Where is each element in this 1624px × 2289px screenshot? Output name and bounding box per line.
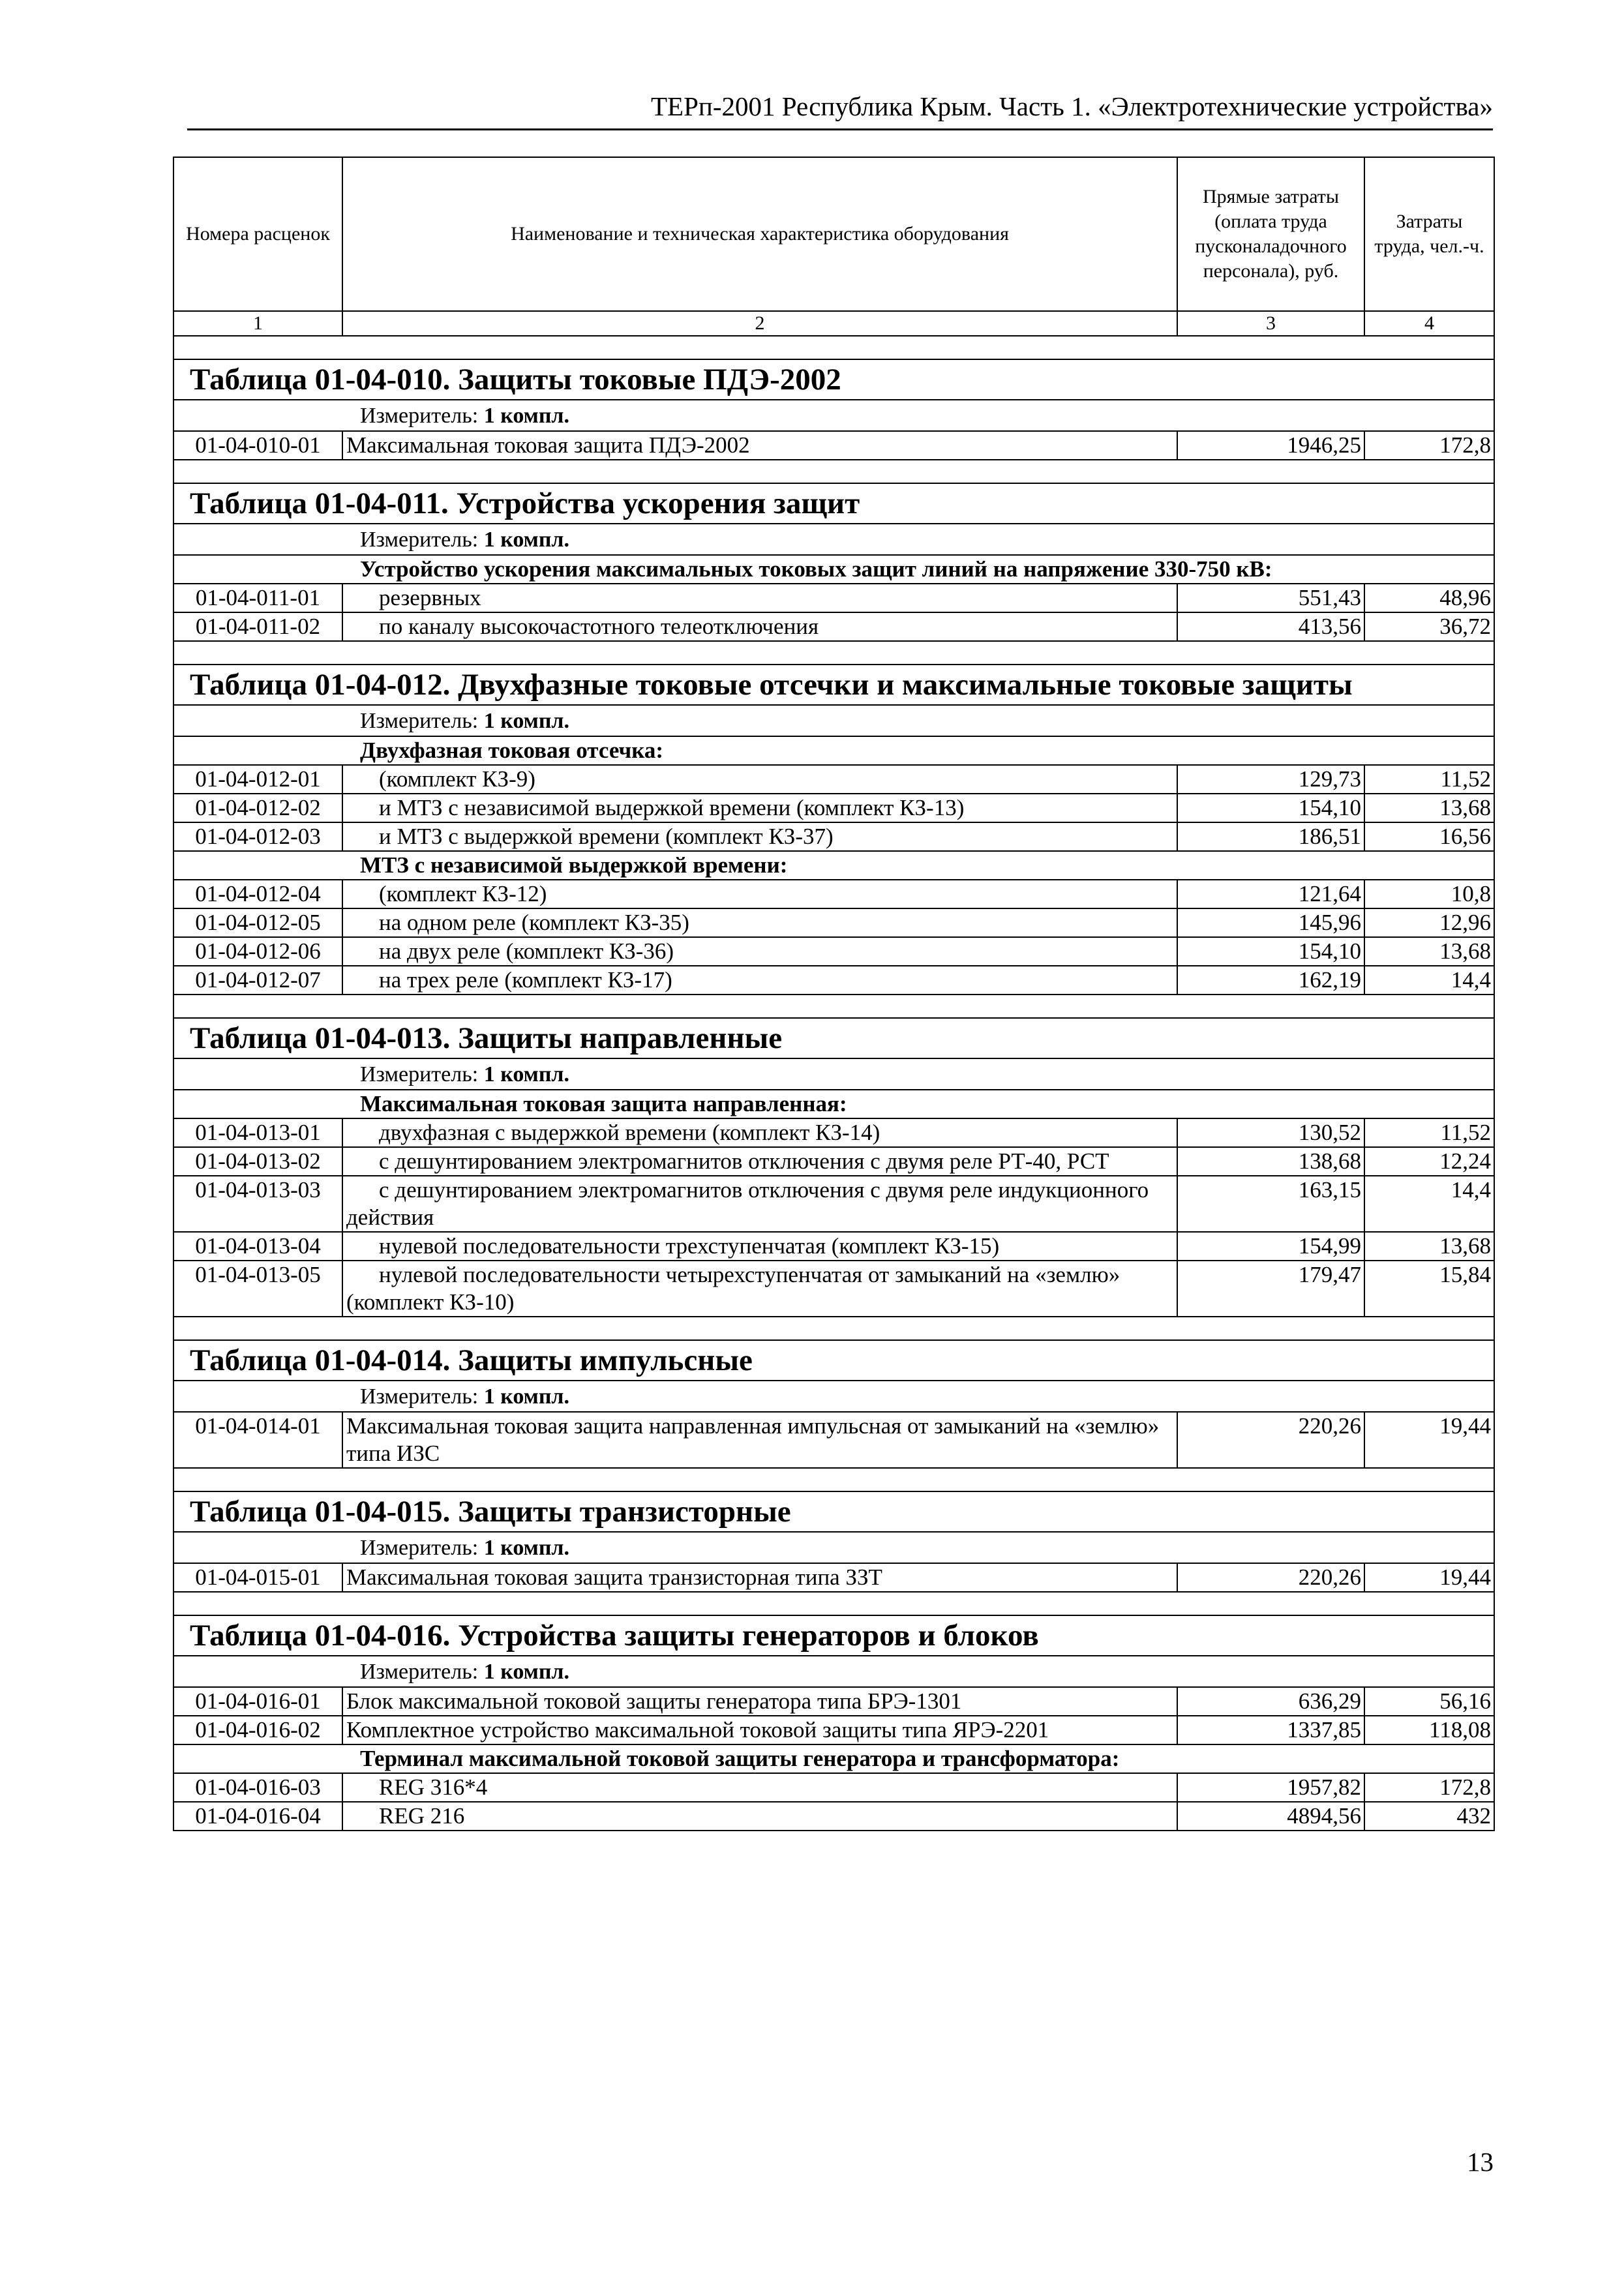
direct-cost: 551,43 bbox=[1177, 584, 1364, 612]
rate-code: 01-04-010-01 bbox=[173, 431, 342, 460]
table-row bbox=[173, 880, 1494, 908]
measure-cell bbox=[173, 524, 1494, 555]
section-title-row bbox=[173, 1018, 1494, 1058]
labor-cost: 19,44 bbox=[1364, 1563, 1494, 1592]
equipment-name: резервных bbox=[342, 584, 1177, 612]
measure-label: Измеритель: bbox=[360, 404, 479, 428]
table-row bbox=[173, 966, 1494, 995]
measure-cell bbox=[173, 1058, 1494, 1090]
spacer-cell bbox=[173, 1468, 1494, 1491]
table-row bbox=[173, 822, 1494, 851]
equipment-name: Максимальная токовая защита направленная импульсная от замыканий на «землю» типа ИЗС bbox=[342, 1412, 1177, 1468]
group-heading: Максимальная токовая защита направленная: bbox=[173, 1090, 1494, 1118]
table-row bbox=[173, 431, 1494, 460]
section-title-row bbox=[173, 1491, 1494, 1532]
measure-label: Измеритель: bbox=[360, 709, 479, 733]
direct-cost: 220,26 bbox=[1177, 1412, 1364, 1468]
labor-cost: 15,84 bbox=[1364, 1261, 1494, 1317]
measure-row bbox=[173, 1656, 1494, 1687]
equipment-name: нулевой последовательности четырехступенчатая от замыканий на «землю» (комплект КЗ-10) bbox=[342, 1261, 1177, 1317]
direct-cost: 130,52 bbox=[1177, 1118, 1364, 1147]
rate-code: 01-04-016-04 bbox=[173, 1802, 342, 1831]
table-body bbox=[173, 336, 1494, 1831]
section-title-row bbox=[173, 1615, 1494, 1656]
spacer-cell bbox=[173, 641, 1494, 665]
equipment-name: Максимальная токовая защита ПДЭ-2002 bbox=[342, 431, 1177, 460]
labor-cost: 19,44 bbox=[1364, 1412, 1494, 1468]
labor-cost: 14,4 bbox=[1364, 966, 1494, 995]
section-title: Таблица 01-04-010. Защиты токовые ПДЭ-2002 bbox=[173, 359, 1494, 400]
table-row bbox=[173, 937, 1494, 966]
rate-code: 01-04-011-02 bbox=[173, 612, 342, 641]
rate-code: 01-04-012-07 bbox=[173, 966, 342, 995]
table-row bbox=[173, 794, 1494, 822]
direct-cost: 162,19 bbox=[1177, 966, 1364, 995]
direct-cost: 138,68 bbox=[1177, 1147, 1364, 1176]
section-title: Таблица 01-04-016. Устройства защиты генераторов и блоков bbox=[173, 1615, 1494, 1656]
col-cost-caption: Прямые затраты (оплата труда пусконаладочного персонала), руб. bbox=[1177, 157, 1364, 311]
section-spacer bbox=[173, 336, 1494, 359]
table-row bbox=[173, 1147, 1494, 1176]
equipment-name: с дешунтированием электромагнитов отключения с двумя реле индукционного действия bbox=[342, 1176, 1177, 1232]
direct-cost: 1946,25 bbox=[1177, 431, 1364, 460]
equipment-name: двухфазная с выдержкой времени (комплект КЗ-14) bbox=[342, 1118, 1177, 1147]
labor-cost: 56,16 bbox=[1364, 1687, 1494, 1716]
measure-cell bbox=[173, 1656, 1494, 1687]
labor-cost: 13,68 bbox=[1364, 1232, 1494, 1261]
measure-value: 1 компл. bbox=[483, 1660, 570, 1684]
direct-cost: 220,26 bbox=[1177, 1563, 1364, 1592]
measure-value: 1 компл. bbox=[483, 404, 570, 428]
measure-value: 1 компл. bbox=[483, 1536, 570, 1560]
rate-code: 01-04-013-01 bbox=[173, 1118, 342, 1147]
direct-cost: 121,64 bbox=[1177, 880, 1364, 908]
measure-value: 1 компл. bbox=[483, 1062, 570, 1086]
direct-cost: 163,15 bbox=[1177, 1176, 1364, 1232]
rate-code: 01-04-013-02 bbox=[173, 1147, 342, 1176]
rate-code: 01-04-015-01 bbox=[173, 1563, 342, 1592]
equipment-name: на двух реле (комплект КЗ-36) bbox=[342, 937, 1177, 966]
running-header: ТЕРп-2001 Республика Крым. Часть 1. «Электротехнические устройства» bbox=[651, 91, 1493, 121]
direct-cost: 154,10 bbox=[1177, 937, 1364, 966]
labor-cost: 36,72 bbox=[1364, 612, 1494, 641]
measure-row bbox=[173, 1532, 1494, 1563]
labor-cost: 12,96 bbox=[1364, 908, 1494, 937]
direct-cost: 154,99 bbox=[1177, 1232, 1364, 1261]
price-table bbox=[173, 157, 1495, 1831]
rate-code: 01-04-016-01 bbox=[173, 1687, 342, 1716]
equipment-name: Комплектное устройство максимальной токовой защиты типа ЯРЭ-2201 bbox=[342, 1716, 1177, 1744]
section-spacer bbox=[173, 995, 1494, 1018]
equipment-name: (комплект КЗ-9) bbox=[342, 765, 1177, 794]
measure-row bbox=[173, 524, 1494, 555]
section-title-row bbox=[173, 359, 1494, 400]
table-row bbox=[173, 1802, 1494, 1831]
group-heading-row bbox=[173, 736, 1494, 765]
labor-cost: 13,68 bbox=[1364, 937, 1494, 966]
table-row bbox=[173, 584, 1494, 612]
equipment-name: нулевой последовательности трехступенчатая (комплект КЗ-15) bbox=[342, 1232, 1177, 1261]
spacer-cell bbox=[173, 1317, 1494, 1340]
labor-cost: 172,8 bbox=[1364, 431, 1494, 460]
col-number-4: 4 bbox=[1364, 311, 1494, 336]
measure-label: Измеритель: bbox=[360, 1062, 479, 1086]
group-heading: МТЗ с независимой выдержкой времени: bbox=[173, 851, 1494, 880]
equipment-name: Максимальная токовая защита транзисторная типа ЗЗТ bbox=[342, 1563, 1177, 1592]
labor-cost: 48,96 bbox=[1364, 584, 1494, 612]
spacer-cell bbox=[173, 460, 1494, 483]
group-heading-row bbox=[173, 1744, 1494, 1773]
measure-row bbox=[173, 400, 1494, 431]
rate-code: 01-04-013-05 bbox=[173, 1261, 342, 1317]
section-title: Таблица 01-04-015. Защиты транзисторные bbox=[173, 1491, 1494, 1532]
measure-label: Измеритель: bbox=[360, 1536, 479, 1560]
table-row bbox=[173, 765, 1494, 794]
measure-cell bbox=[173, 1532, 1494, 1563]
table-row bbox=[173, 908, 1494, 937]
group-heading: Двухфазная токовая отсечка: bbox=[173, 736, 1494, 765]
table-row bbox=[173, 1261, 1494, 1317]
direct-cost: 1957,82 bbox=[1177, 1773, 1364, 1802]
direct-cost: 4894,56 bbox=[1177, 1802, 1364, 1831]
column-caption-row bbox=[173, 157, 1494, 311]
equipment-name: REG 316*4 bbox=[342, 1773, 1177, 1802]
labor-cost: 432 bbox=[1364, 1802, 1494, 1831]
section-title: Таблица 01-04-011. Устройства ускорения защит bbox=[173, 483, 1494, 524]
rate-code: 01-04-012-04 bbox=[173, 880, 342, 908]
spacer-cell bbox=[173, 1592, 1494, 1615]
section-spacer bbox=[173, 1468, 1494, 1491]
section-title-row bbox=[173, 1340, 1494, 1381]
section-title: Таблица 01-04-012. Двухфазные токовые отсечки и максимальные токовые защиты bbox=[173, 665, 1494, 705]
table-row bbox=[173, 1716, 1494, 1744]
labor-cost: 14,4 bbox=[1364, 1176, 1494, 1232]
table-row bbox=[173, 612, 1494, 641]
rate-code: 01-04-013-03 bbox=[173, 1176, 342, 1232]
direct-cost: 413,56 bbox=[1177, 612, 1364, 641]
direct-cost: 129,73 bbox=[1177, 765, 1364, 794]
measure-row bbox=[173, 1381, 1494, 1412]
equipment-name: и МТЗ с выдержкой времени (комплект КЗ-37) bbox=[342, 822, 1177, 851]
col-number-1: 1 bbox=[173, 311, 342, 336]
spacer-cell bbox=[173, 995, 1494, 1018]
direct-cost: 145,96 bbox=[1177, 908, 1364, 937]
section-spacer bbox=[173, 1317, 1494, 1340]
direct-cost: 1337,85 bbox=[1177, 1716, 1364, 1744]
section-title-row bbox=[173, 483, 1494, 524]
direct-cost: 179,47 bbox=[1177, 1261, 1364, 1317]
section-spacer bbox=[173, 641, 1494, 665]
direct-cost: 636,29 bbox=[1177, 1687, 1364, 1716]
rate-code: 01-04-012-06 bbox=[173, 937, 342, 966]
equipment-name: на одном реле (комплект КЗ-35) bbox=[342, 908, 1177, 937]
labor-cost: 172,8 bbox=[1364, 1773, 1494, 1802]
column-number-row bbox=[173, 311, 1494, 336]
rate-code: 01-04-012-02 bbox=[173, 794, 342, 822]
table-row bbox=[173, 1773, 1494, 1802]
col-labor-caption: Затраты труда, чел.-ч. bbox=[1364, 157, 1494, 311]
labor-cost: 11,52 bbox=[1364, 765, 1494, 794]
section-spacer bbox=[173, 460, 1494, 483]
equipment-name: на трех реле (комплект КЗ-17) bbox=[342, 966, 1177, 995]
direct-cost: 154,10 bbox=[1177, 794, 1364, 822]
page-number: 13 bbox=[1467, 2147, 1494, 2177]
labor-cost: 10,8 bbox=[1364, 880, 1494, 908]
group-heading-row bbox=[173, 555, 1494, 584]
rate-code: 01-04-013-04 bbox=[173, 1232, 342, 1261]
measure-value: 1 компл. bbox=[483, 1384, 570, 1409]
measure-value: 1 компл. bbox=[483, 709, 570, 733]
labor-cost: 12,24 bbox=[1364, 1147, 1494, 1176]
section-title: Таблица 01-04-013. Защиты направленные bbox=[173, 1018, 1494, 1058]
measure-label: Измеритель: bbox=[360, 1384, 479, 1409]
table-row bbox=[173, 1232, 1494, 1261]
labor-cost: 13,68 bbox=[1364, 794, 1494, 822]
rate-code: 01-04-012-01 bbox=[173, 765, 342, 794]
labor-cost: 16,56 bbox=[1364, 822, 1494, 851]
measure-label: Измеритель: bbox=[360, 528, 479, 552]
equipment-name: по каналу высокочастотного телеотключения bbox=[342, 612, 1177, 641]
direct-cost: 186,51 bbox=[1177, 822, 1364, 851]
measure-row bbox=[173, 1058, 1494, 1090]
equipment-name: REG 216 bbox=[342, 1802, 1177, 1831]
measure-cell bbox=[173, 1381, 1494, 1412]
rate-code: 01-04-016-03 bbox=[173, 1773, 342, 1802]
group-heading-row bbox=[173, 1090, 1494, 1118]
col-name-caption: Наименование и техническая характеристика оборудования bbox=[342, 157, 1177, 311]
labor-cost: 118,08 bbox=[1364, 1716, 1494, 1744]
col-number-3: 3 bbox=[1177, 311, 1364, 336]
table-row bbox=[173, 1118, 1494, 1147]
equipment-name: с дешунтированием электромагнитов отключения с двумя реле РТ-40, РСТ bbox=[342, 1147, 1177, 1176]
header-rule bbox=[187, 128, 1493, 130]
group-heading: Устройство ускорения максимальных токовых защит линий на напряжение 330-750 кВ: bbox=[173, 555, 1494, 584]
measure-label: Измеритель: bbox=[360, 1660, 479, 1684]
measure-value: 1 компл. bbox=[483, 528, 570, 552]
table-row bbox=[173, 1176, 1494, 1232]
equipment-name: и МТЗ с независимой выдержкой времени (комплект КЗ-13) bbox=[342, 794, 1177, 822]
rate-code: 01-04-014-01 bbox=[173, 1412, 342, 1468]
labor-cost: 11,52 bbox=[1364, 1118, 1494, 1147]
col-code-caption: Номера расценок bbox=[173, 157, 342, 311]
table-row bbox=[173, 1687, 1494, 1716]
rate-code: 01-04-011-01 bbox=[173, 584, 342, 612]
measure-cell bbox=[173, 400, 1494, 431]
table-row bbox=[173, 1412, 1494, 1468]
equipment-name: Блок максимальной токовой защиты генератора типа БРЭ-1301 bbox=[342, 1687, 1177, 1716]
measure-cell bbox=[173, 705, 1494, 736]
section-title-row bbox=[173, 665, 1494, 705]
col-number-2: 2 bbox=[342, 311, 1177, 336]
rate-code: 01-04-012-05 bbox=[173, 908, 342, 937]
equipment-name: (комплект КЗ-12) bbox=[342, 880, 1177, 908]
group-heading-row bbox=[173, 851, 1494, 880]
rate-code: 01-04-012-03 bbox=[173, 822, 342, 851]
section-spacer bbox=[173, 1592, 1494, 1615]
section-title: Таблица 01-04-014. Защиты импульсные bbox=[173, 1340, 1494, 1381]
group-heading: Терминал максимальной токовой защиты генератора и трансформатора: bbox=[173, 1744, 1494, 1773]
table-row bbox=[173, 1563, 1494, 1592]
rate-code: 01-04-016-02 bbox=[173, 1716, 342, 1744]
spacer-cell bbox=[173, 336, 1494, 359]
measure-row bbox=[173, 705, 1494, 736]
